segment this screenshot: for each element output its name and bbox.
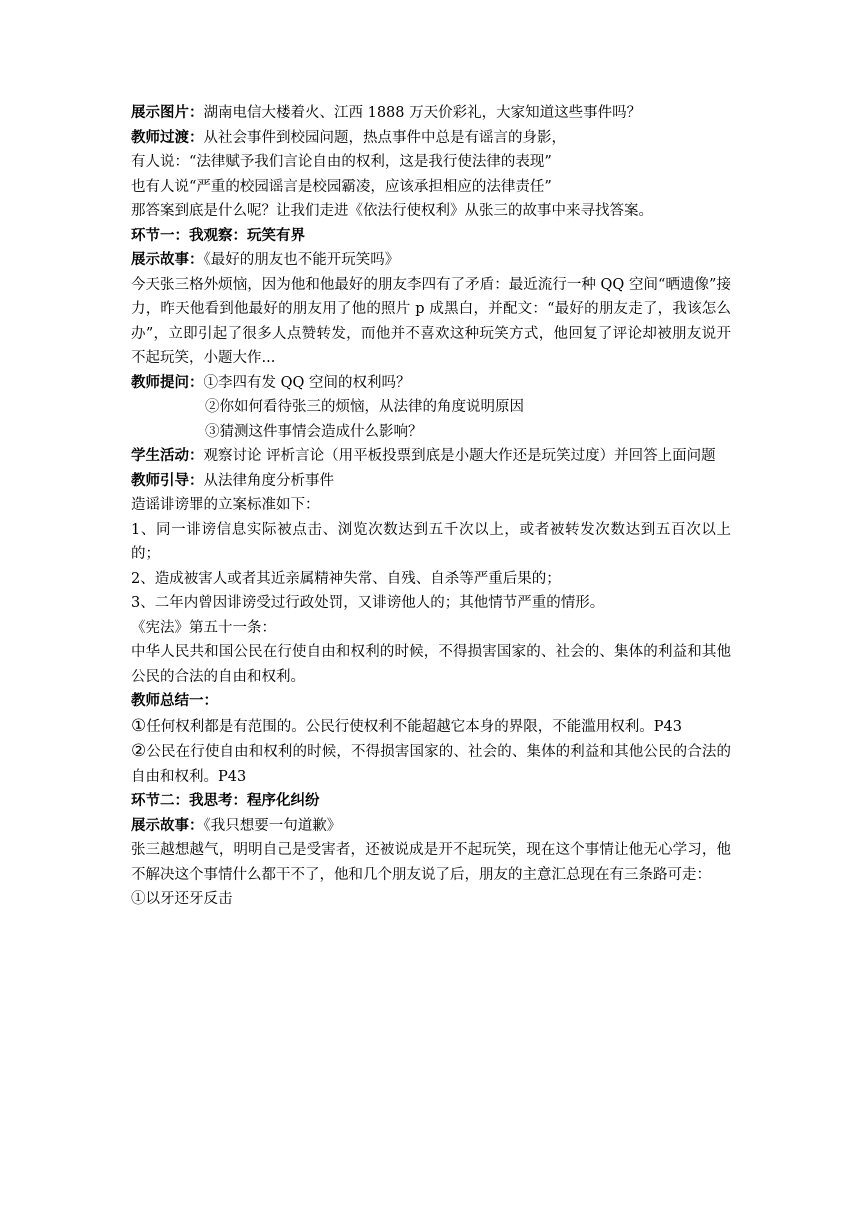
standard-item-1: 1、同一诽谤信息实际被点击、浏览次数达到五千次以上，或者被转发次数达到五百次以上的； [131,521,731,562]
teacher-summary-label: 教师总结一： [131,692,218,709]
teacher-question-1: 教师提问：①李四有发 QQ 空间的权利吗？ [131,373,411,391]
story-2-title: 展示故事：《我只想要一句道歉》 [131,816,342,834]
teacher-question-3: ③猜测这件事情会造成什么影响？ [205,423,423,440]
quote-line-1: 有人说：“法律赋予我们言论自由的权利，这是我行使法律的表现” [131,154,552,170]
section-heading-1: 环节一：我观察：玩笑有界 [131,226,305,244]
summary-item-2: ②公民在行使自由和权利的时候，不得损害国家的、社会的、集体的利益和其他公民的合法的自由和权利。P43 [131,741,731,785]
intro-line: 那答案到底是什么呢？让我们走进《依法行使权利》从张三的故事中来寻找答案。 [131,203,653,219]
constitution-text: 中华人民共和国公民在行使自由和权利的时候，不得损害国家的、社会的、集体的利益和其他公民的合法的自由和权利。 [131,644,731,685]
teacher-question-2: ②你如何看待张三的烦恼，从法律的角度说明原因 [205,399,524,415]
section-heading-2: 环节二：我思考：程序化纠纷 [131,792,320,809]
story-1-body: 今天张三格外烦恼，因为他和他最好的朋友李四有了矛盾：最近流行一种 QQ 空间“晒遗像”接力，昨天他看到他最好的朋友用了他的照片 p 成黑白，并配文：“最好的朋友走了，我该怎么办”，立即引起了很多人点赞转发，而他并不喜欢这种玩笑方式，他回复了评论却被朋友说开不起玩笑，小题大作... [131,276,731,366]
story-1-title: 展示故事：《最好的朋友也不能开玩笑吗》 [131,251,400,268]
summary-item-1: ①任何权利都是有范围的。公民行使权利不能超越它本身的界限，不能滥用权利。P43 [131,715,682,736]
teacher-guide: 教师引导：从法律角度分析事件 [131,471,334,489]
quote-line-2: 也有人说“严重的校园谣言是校园霸凌，应该承担相应的法律责任” [131,178,552,195]
document-body [131,101,731,912]
show-picture-line: 展示图片：湖南电信大楼着火、江西 1888 万天价彩礼，大家知道这些事件吗？ [131,104,642,121]
standard-item-2: 2、造成被害人或者其近亲属精神失常、自残、自杀等严重后果的； [131,570,561,587]
option-1: ①以牙还牙反击 [131,891,233,907]
story-2-body: 张三越想越气，明明自己是受害者，还被说成是开不起玩笑，现在这个事情让他无心学习，他不解决这个事情什么都干不了，他和几个朋友说了后，朋友的主意汇总现在有三条路可走： [131,842,731,883]
standard-title: 造谣诽谤罪的立案标准如下： [131,497,320,513]
student-activity: 学生活动：观察讨论 评析言论（用平板投票到底是小题大作还是玩笑过度）并回答上面问题 [131,447,716,464]
standard-item-3: 3、二年内曾因诽谤受过行政处罚，又诽谤他人的；其他情节严重的情形。 [131,595,605,611]
teacher-transition-line: 教师过渡：从社会事件到校园问题，热点事件中总是有谣言的身影， [131,128,566,146]
constitution-title: 《宪法》第五十一条： [131,619,276,636]
